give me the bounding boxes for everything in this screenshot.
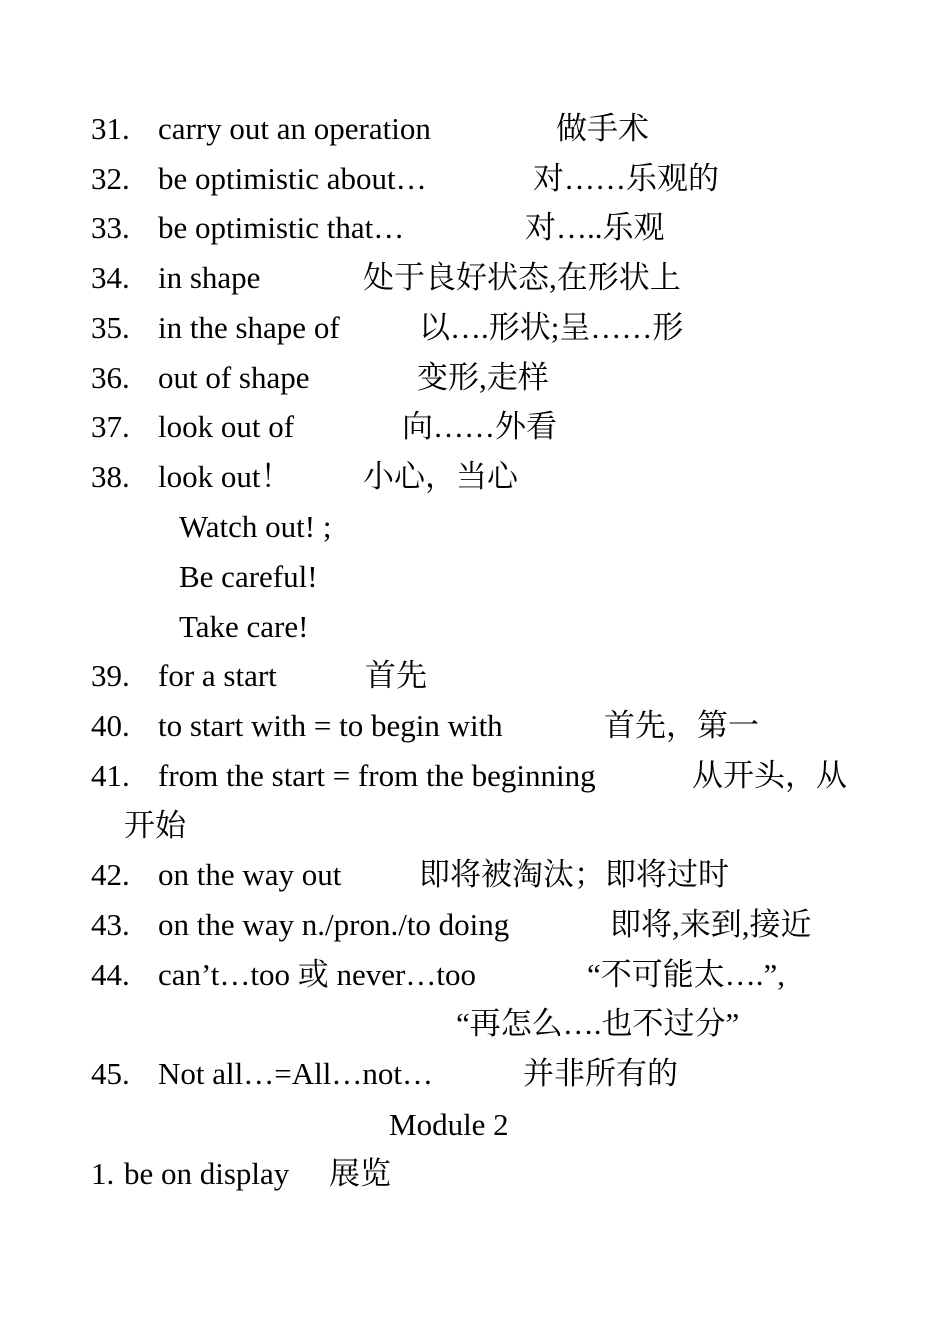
entry-chinese: 展览 [329,1156,391,1191]
entry-synonym: Be careful! [179,559,318,594]
entry-chinese: “再怎么….也不过分” [456,1006,740,1041]
entry-synonym: Take care! [179,609,309,644]
entry-english: in the shape of [158,310,340,345]
entry-chinese: 小心，当心 [363,459,518,494]
entry-number: 32. [91,161,130,196]
entry-english: look out！ [158,459,292,494]
entry-number: 38. [91,459,130,494]
entry-chinese: 变形,走样 [417,360,549,395]
entry-chinese: “不可能太….”, [587,957,786,992]
entry-english: be optimistic that… [158,210,405,245]
entry-number: 31. [91,111,130,146]
entry-number: 45. [91,1056,130,1091]
entry-english: be on display [124,1156,290,1191]
entry-chinese: 向……外看 [402,409,557,444]
entry-english: on the way out [158,857,342,892]
entry-number: 36. [91,360,130,395]
module-heading: Module 2 [389,1107,509,1142]
entry-number: 33. [91,210,130,245]
entry-chinese: 从开头，从 [692,758,847,793]
entry-chinese: 首先，第一 [604,708,759,743]
entry-chinese: 开始 [124,808,186,843]
entry-english: to start with = to begin with [158,708,503,743]
entry-number: 41. [91,758,130,793]
entry-chinese: 即将被淘汰；即将过时 [419,857,729,892]
entry-english: carry out an operation [158,111,431,146]
entry-chinese: 并非所有的 [523,1056,678,1091]
entry-number: 43. [91,907,130,942]
entry-english: be optimistic about… [158,161,427,196]
entry-chinese: 做手术 [556,111,649,146]
entry-number: 34. [91,260,130,295]
entry-chinese: 处于良好状态,在形状上 [363,260,681,295]
entry-english: look out of [158,409,295,444]
entry-synonym: Watch out! ; [179,509,332,544]
entry-english: from the start = from the beginning [158,758,596,793]
entry-english: can’t…too 或 never…too [158,957,476,992]
entry-english: in shape [158,260,261,295]
entry-chinese: 对…..乐观 [525,210,665,245]
entry-number: 1. [91,1156,115,1191]
entry-chinese: 首先 [365,658,427,693]
entry-number: 35. [91,310,130,345]
entry-chinese: 即将,来到,接近 [610,907,812,942]
entry-chinese: 对……乐观的 [533,161,719,196]
entry-english: on the way n./pron./to doing [158,907,510,942]
entry-english: for a start [158,658,277,693]
entry-number: 44. [91,957,130,992]
entry-number: 40. [91,708,130,743]
entry-english: Not all…=All…not… [158,1056,433,1091]
entry-english: out of shape [158,360,310,395]
entry-number: 37. [91,409,130,444]
entry-number: 42. [91,857,130,892]
entry-chinese: 以….形状;呈……形 [419,310,684,345]
entry-number: 39. [91,658,130,693]
